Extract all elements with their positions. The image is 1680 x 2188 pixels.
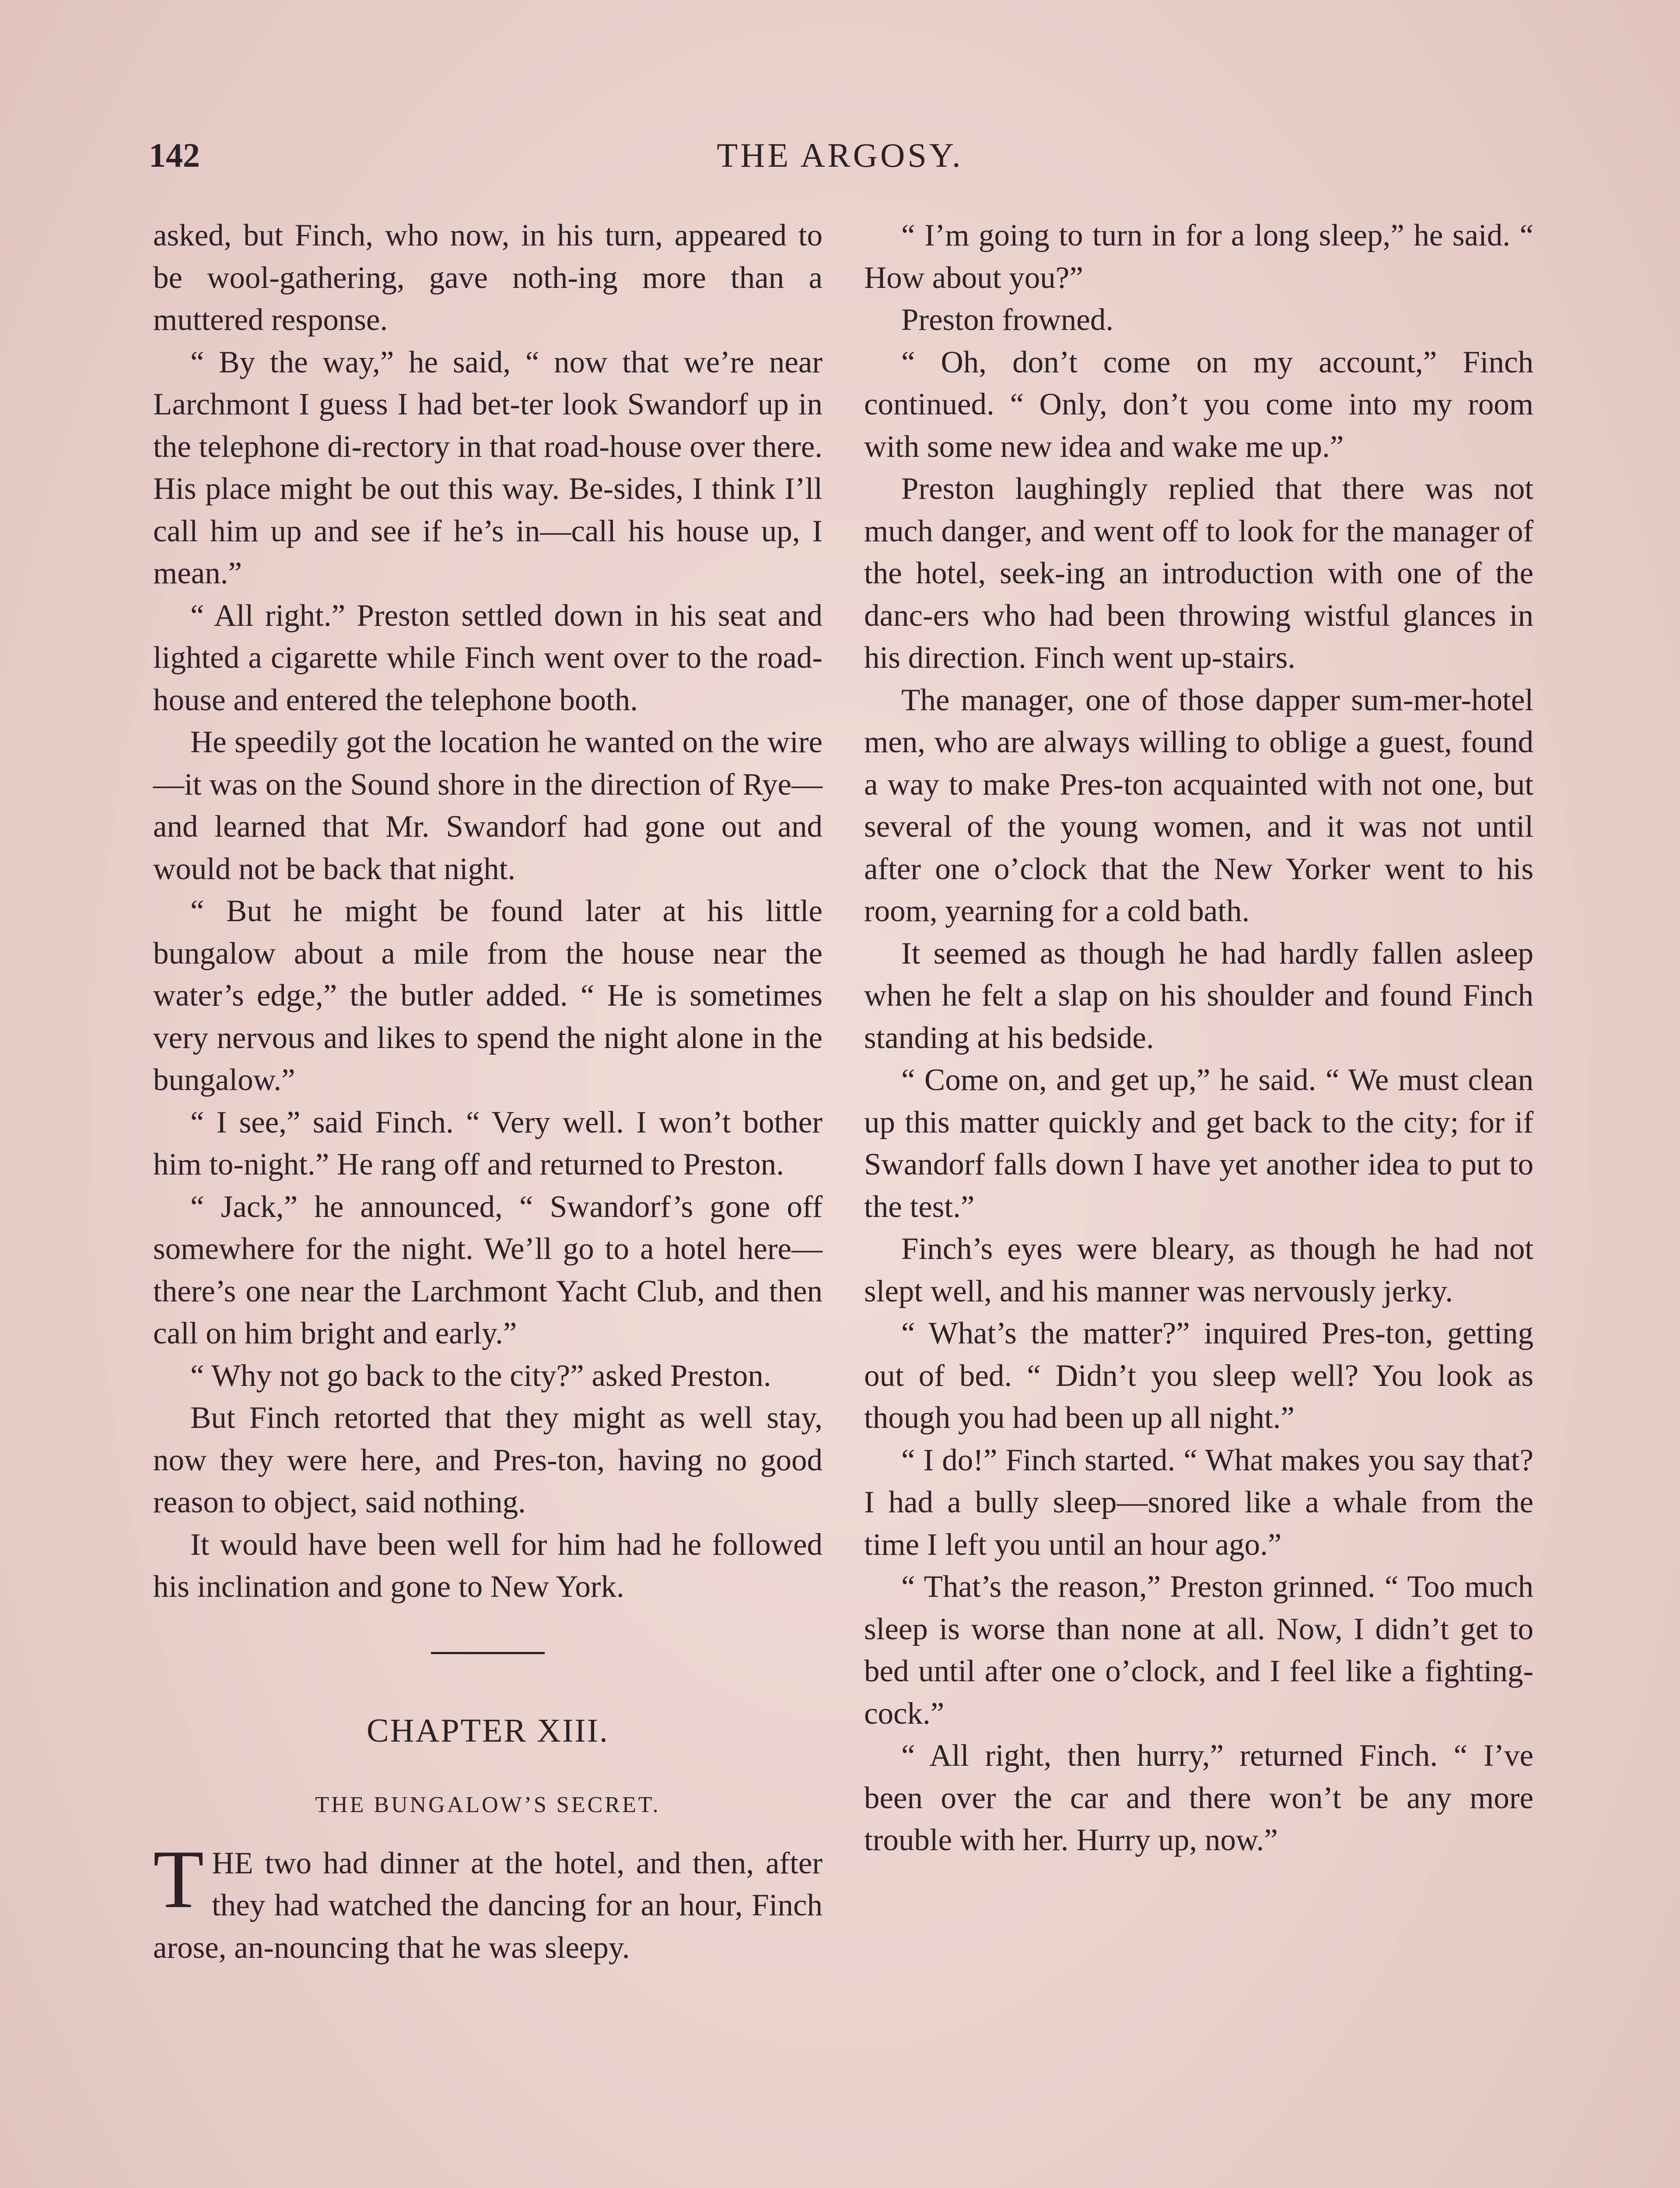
drop-cap: T (153, 1833, 204, 1925)
paragraph: It seemed as though he had hardly fallen asleep when he felt a slap on his shoulder and found Finch standing at his bedside. (864, 936, 1533, 1055)
paragraph: asked, but Finch, who now, in his turn, appeared to be wool-gathering, gave noth-ing more than a muttered response. (153, 218, 822, 337)
chapter-opening-text: HE two had dinner at the hotel, and then, after they had watched the dancing for an hour, Finch arose, an-nouncing that he was sleepy. (153, 1846, 822, 1965)
paragraph: “ Come on, and get up,” he said. “ We must clean up this matter quickly and get back to the city; for if Swandorf falls down I have yet another idea to put to the test.” (864, 1063, 1533, 1224)
paragraph: “ But he might be found later at his little bungalow about a mile from the house near the water’s edge,” the butler added. “ He is sometimes very nervous and likes to spend the night alone in the bungalow.” (153, 894, 822, 1097)
paragraph: “ Jack,” he announced, “ Swandorf’s gone off somewhere for the night. We’ll go to a hotel here—there’s one near the Larchmont Yacht Club, and then call on him bright and early.” (153, 1189, 822, 1350)
paragraph: “ By the way,” he said, “ now that we’re near Larchmont I guess I had bet-ter look Swandorf up in the telephone di-rectory in that road-house over there. His place might be out this way. Be-sides, I think I’ll call him up and see if he’s in—call his house up, I mean.” (153, 345, 822, 590)
chapter-subtitle: THE BUNGALOW’S SECRET. (315, 1792, 661, 1817)
paragraph: “ I see,” said Finch. “ Very well. I won’t bother him to-night.” He rang off and returned to Preston. (153, 1105, 822, 1182)
paragraph: “ All right, then hurry,” returned Finch. “ I’ve been over the car and there won’t be any more trouble with her. Hurry up, now.” (864, 1739, 1533, 1857)
chapter-opening-paragraph (153, 1833, 822, 1969)
paragraph: “ What’s the matter?” inquired Pres-ton, getting out of bed. “ Didn’t you sleep well? You look as though you had been up all night.” (864, 1316, 1533, 1435)
paragraph: Preston laughingly replied that there was not much danger, and went off to look for the manager of the hotel, seek-ing an introduction with one of the danc-ers who had been throwing wistful glances in his direction. Finch went up-stairs. (864, 472, 1533, 675)
right-column (864, 214, 1533, 1862)
page-header (149, 131, 1531, 179)
paragraph: It would have been well for him had he followed his inclination and gone to New York. (153, 1527, 822, 1604)
paragraph: But Finch retorted that they might as well stay, now they were here, and Pres-ton, having no good reason to object, said nothing. (153, 1401, 822, 1519)
page-number: 142 (149, 136, 200, 174)
paragraph: The manager, one of those dapper sum-mer-hotel men, who are always willing to oblige a guest, found a way to make Pres-ton acquainted with not one, but several of the young women, and it was not until after one o’clock that the New Yorker went to his room, yearning for a cold bath. (864, 683, 1533, 928)
running-title: THE ARGOSY. (717, 136, 963, 174)
paragraph: “ Oh, don’t come on my account,” Finch continued. “ Only, don’t you come into my room with some new idea and wake me up.” (864, 345, 1533, 464)
paragraph: Preston frowned. (901, 303, 1114, 337)
paragraph: “ All right.” Preston settled down in his seat and lighted a cigarette while Finch went over to the road-house and entered the telephone booth. (153, 598, 822, 717)
paragraph: He speedily got the location he wanted on the wire—it was on the Sound shore in the direction of Rye—and learned that Mr. Swandorf had gone out and would not be back that night. (153, 725, 822, 886)
paragraph: “ Why not go back to the city?” asked Preston. (190, 1358, 771, 1393)
paragraph: “ That’s the reason,” Preston grinned. “ Too much sleep is worse than none at all. Now, I didn’t get to bed until after one o’clock, and I feel like a fighting-cock.” (864, 1570, 1533, 1731)
left-column (153, 214, 822, 1969)
paragraph: “ I do!” Finch started. “ What makes you say that? I had a bully sleep—snored like a whale from the time I left you until an hour ago.” (864, 1443, 1533, 1562)
paragraph: Finch’s eyes were bleary, as though he had not slept well, and his manner was nervously jerky. (864, 1232, 1533, 1308)
paragraph: “ I’m going to turn in for a long sleep,” he said. “ How about you?” (864, 218, 1533, 295)
section-divider (431, 1652, 545, 1654)
chapter-title: CHAPTER XIII. (366, 1712, 609, 1749)
